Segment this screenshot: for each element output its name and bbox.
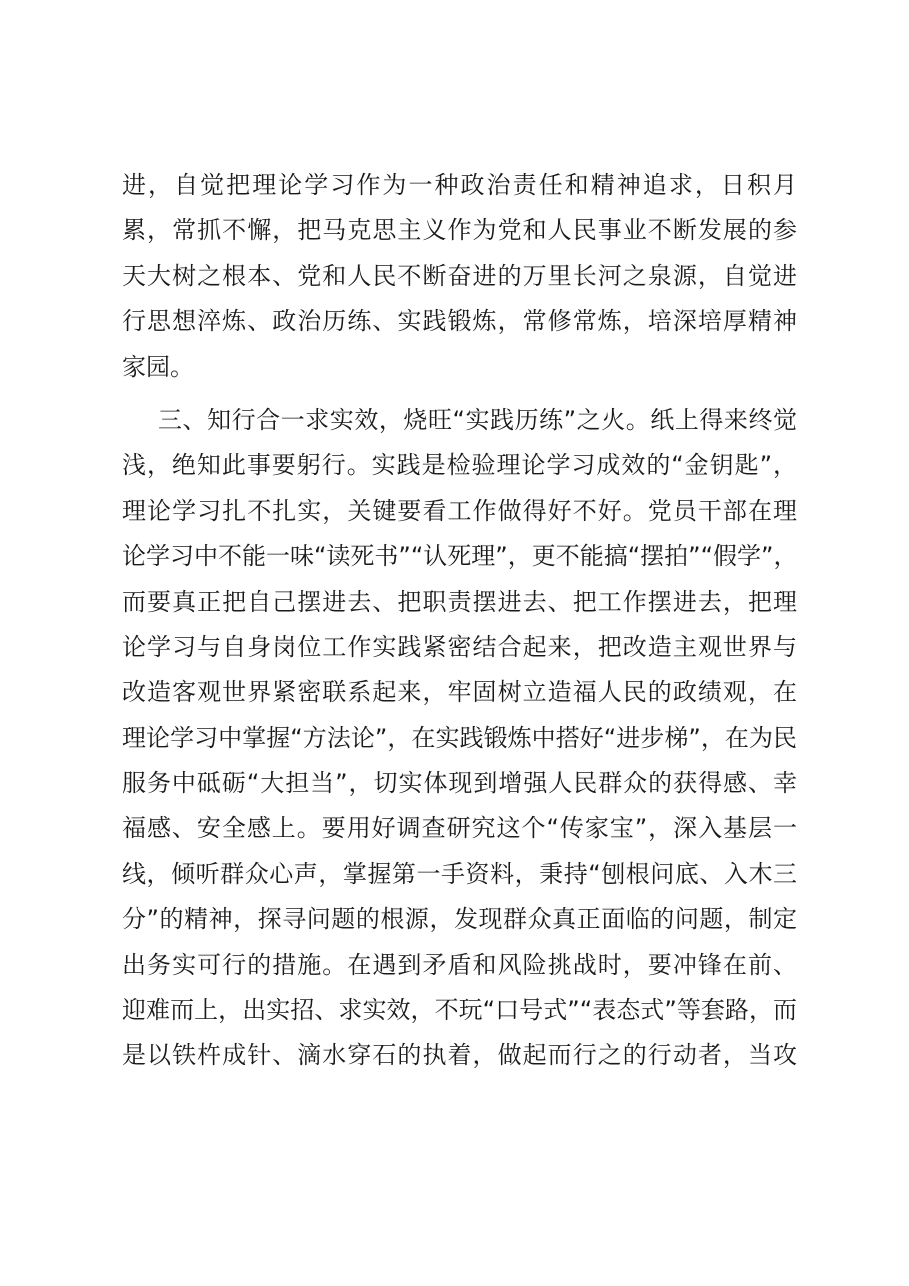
text-line: 线，倾听群众心声，掌握第一手资料，秉持“刨根问底、入木三 xyxy=(122,859,797,888)
text-line: 论学习与自身岗位工作实践紧密结合起来，把改造主观世界与 xyxy=(122,632,797,661)
text-line: 行思想淬炼、政治历练、实践锻炼，常修常炼，培深培厚精神 xyxy=(122,307,797,336)
text-line: 浅，绝知此事要躬行。实践是检验理论学习成效的“金钥匙”， xyxy=(122,451,797,480)
text-line: 三、知行合一求实效，烧旺“实践历练”之火。纸上得来终觉 xyxy=(158,405,797,434)
text-line: 累，常抓不懈，把马克思主义作为党和人民事业不断发展的参 xyxy=(122,216,797,245)
text-line: 迎难而上，出实招、求实效，不玩“口号式”“表态式”等套路，而 xyxy=(122,996,797,1025)
document-body xyxy=(122,163,797,1079)
text-line: 理论学习扎不扎实，关键要看工作做得好不好。党员干部在理 xyxy=(122,496,797,525)
text-line: 是以铁杵成针、滴水穿石的执着，做起而行之的行动者，当攻 xyxy=(122,1041,797,1070)
paragraph-three xyxy=(122,398,797,1079)
text-line: 福感、安全感上。要用好调查研究这个“传家宝”，深入基层一 xyxy=(122,814,797,843)
text-line: 理论学习中掌握“方法论”，在实践锻炼中搭好“进步梯”，在为民 xyxy=(122,723,797,752)
paragraph-continued xyxy=(122,163,797,390)
text-line: 改造客观世界紧密联系起来，牢固树立造福人民的政绩观，在 xyxy=(122,678,797,707)
text-line: 论学习中不能一味“读死书”“认死理”，更不能搞“摆拍”“假学”， xyxy=(122,542,798,571)
paragraph-spacer xyxy=(122,390,797,398)
text-line: 而要真正把自己摆进去、把职责摆进去、把工作摆进去，把理 xyxy=(122,587,797,616)
text-line: 天大树之根本、党和人民不断奋进的万里长河之泉源，自觉进 xyxy=(122,261,797,290)
text-line: 分”的精神，探寻问题的根源，发现群众真正面临的问题，制定 xyxy=(122,905,797,934)
text-line: 进，自觉把理论学习作为一种政治责任和精神追求，日积月 xyxy=(122,171,797,199)
text-line: 服务中砥砺“大担当”，切实体现到增强人民群众的获得感、幸 xyxy=(122,769,797,798)
text-line: 家园。 xyxy=(122,352,194,381)
text-line: 出务实可行的措施。在遇到矛盾和风险挑战时，要冲锋在前、 xyxy=(122,950,797,979)
